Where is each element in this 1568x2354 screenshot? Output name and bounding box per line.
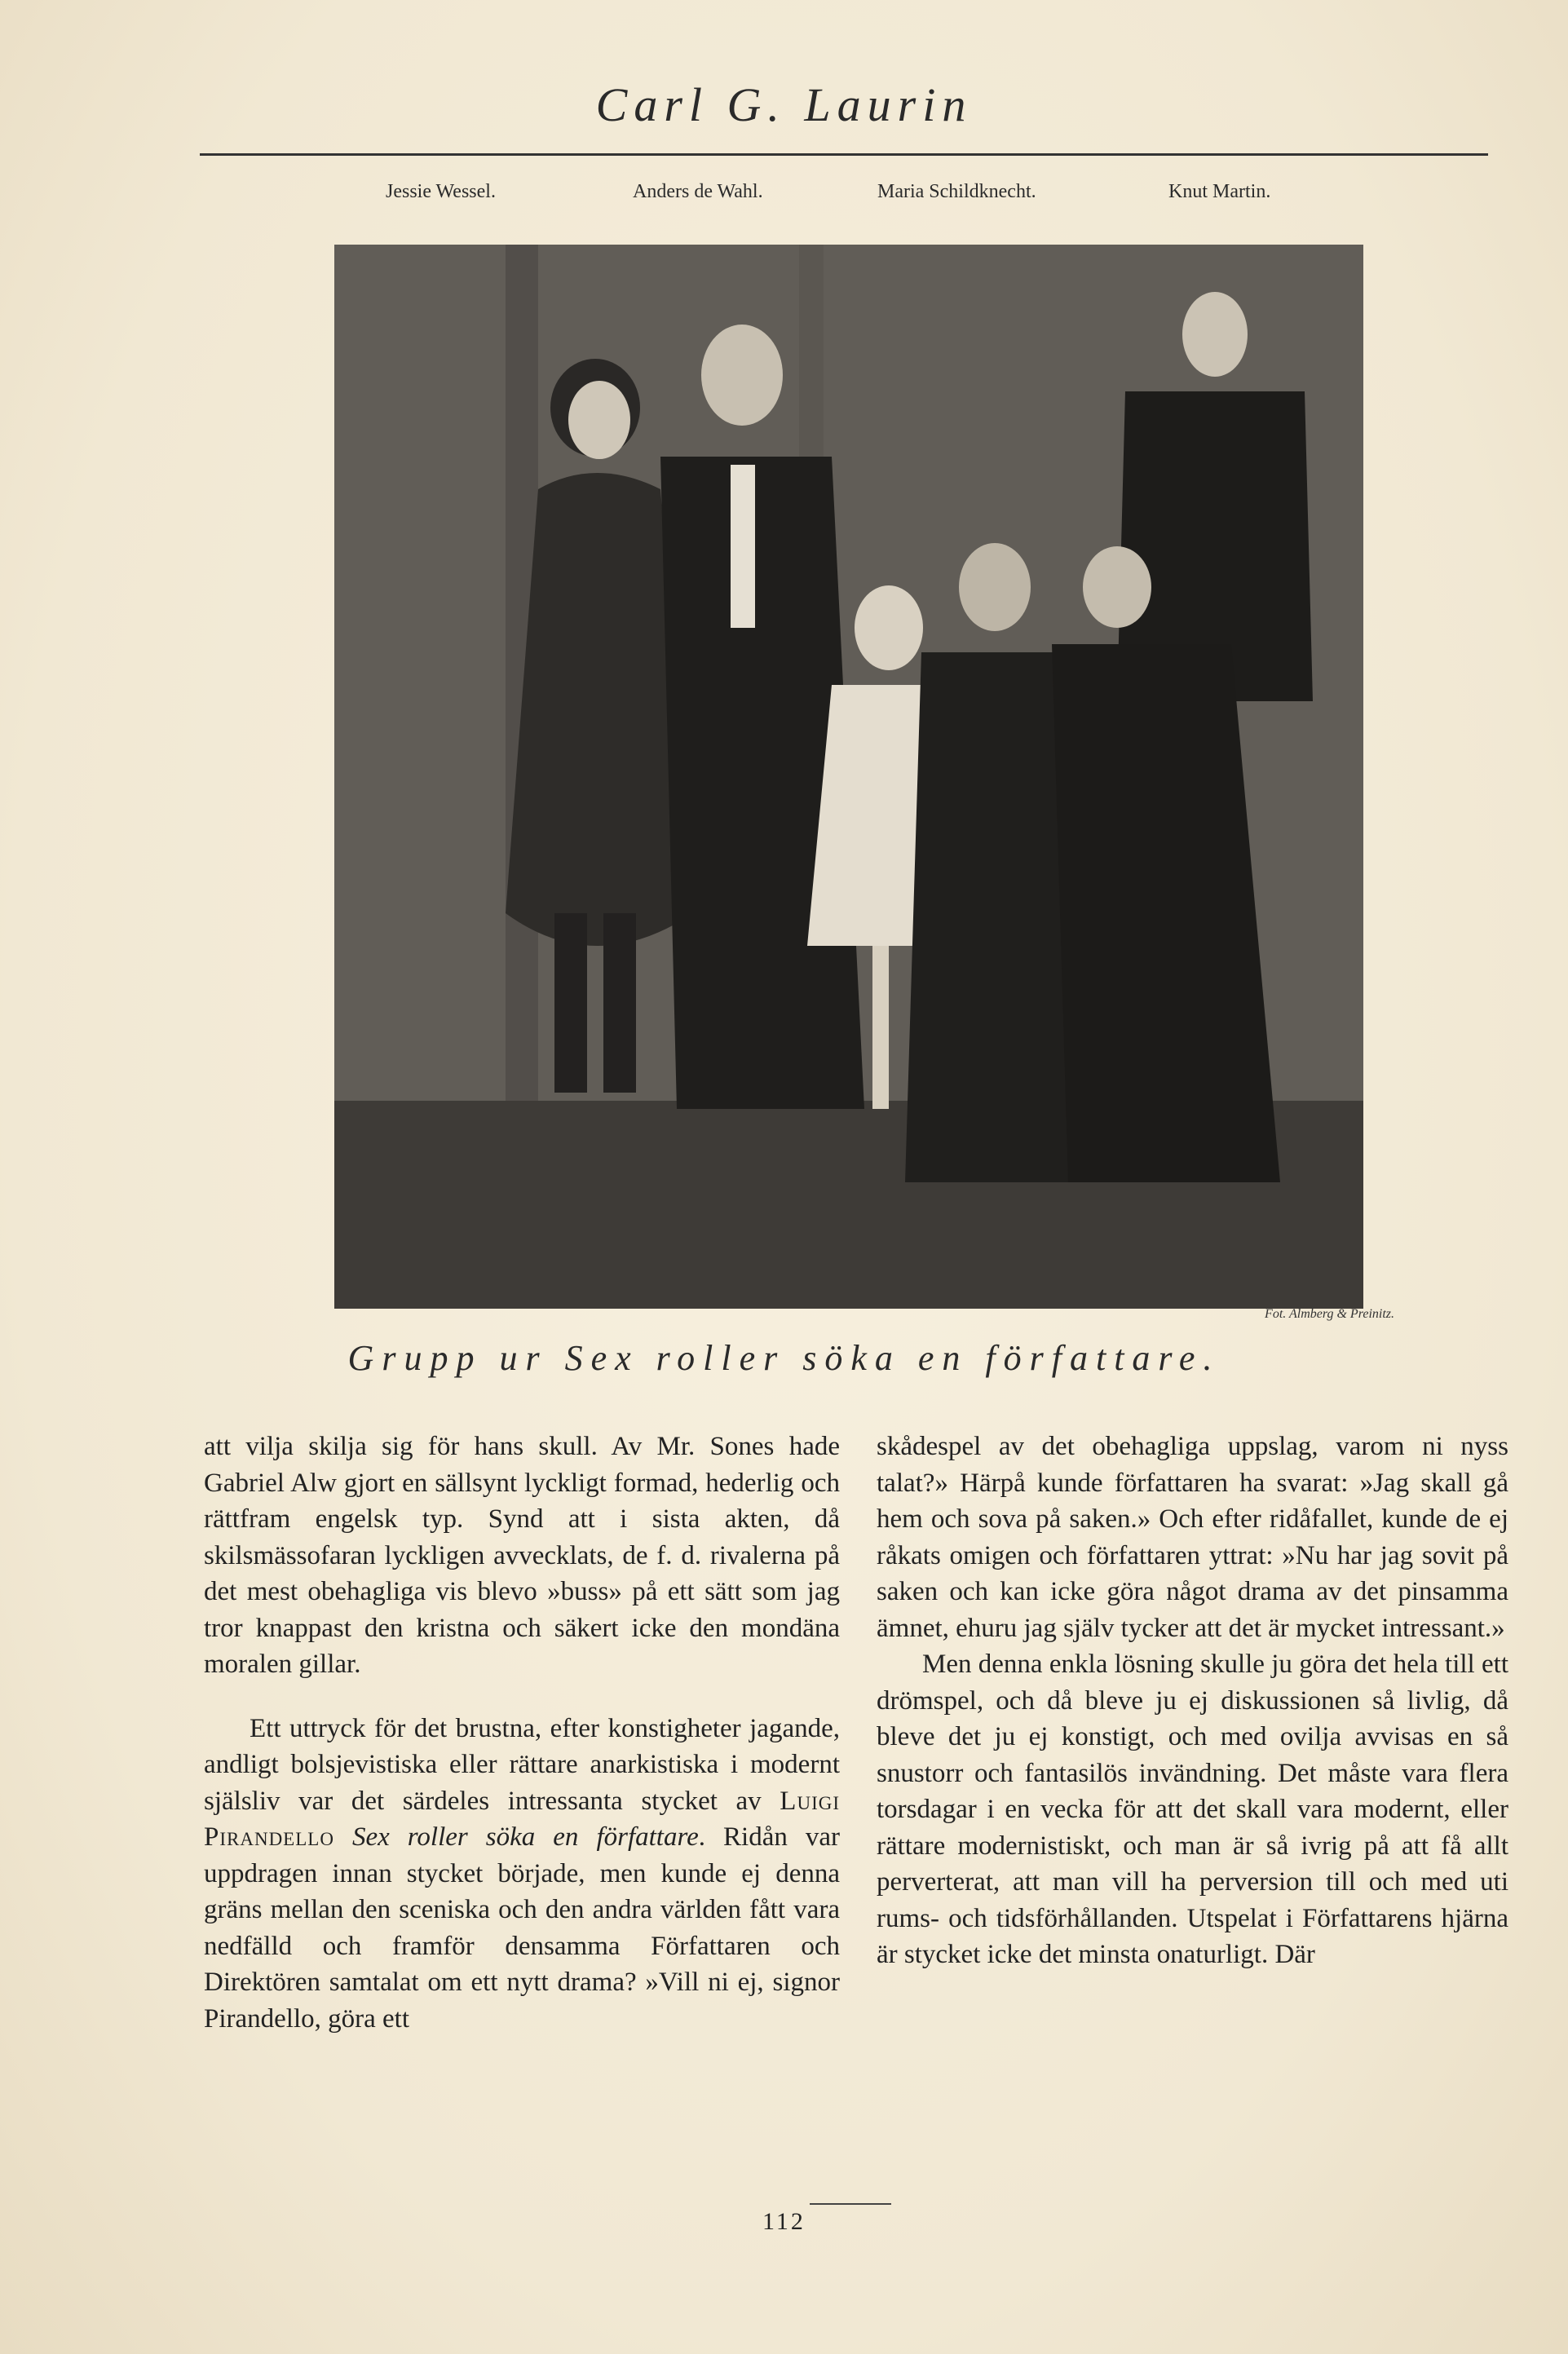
photo-figures-illustration	[334, 245, 1363, 1309]
play-title: Sex roller söka en författare	[351, 1822, 699, 1852]
photo-name-labels	[0, 181, 1568, 214]
page-number: 112	[762, 2208, 806, 2235]
name-label-3: Maria Schildknecht.	[877, 181, 1036, 202]
photo-credit: Fot. Almberg & Preinitz.	[1265, 1307, 1394, 1321]
left-paragraph-2-text-a: Ett uttryck för det brustna, efter konstigheter jagande, andligt bolsjevistiska eller rättare anarkistiska i modernt själsliv var det särdeles intressanta stycket av	[204, 1713, 840, 1816]
left-paragraph-2-text-b: . Ridån var uppdragen innan stycket började, men kunde ej denna gräns mellan den sceniska och den andra världen fått vara nedfälld och framför densamma Författaren och Direktören samtalat om ett nytt drama? »Vill ni ej, signor Pirandello, göra ett	[204, 1822, 841, 2034]
text-column-right	[877, 1429, 1508, 1973]
photo-caption: Grupp ur Sex roller söka en författare.	[347, 1338, 1221, 1378]
left-paragraph-1: att vilja skilja sig för hans skull. Av Mr. Sones hade Gabriel Alw gjort en sällsynt lyckligt formad, hederlig och rättfram engelsk typ. Synd att i sista akten, då skilsmässofaran lyckligen avvecklats, de f. d. rivalerna på det mest obehagliga vis blevo »buss» på ett sätt som jag tror knappast den kristna och säkert icke den mondäna moralen gillar.	[204, 1432, 840, 1679]
text-column-left	[204, 1429, 840, 2037]
play-author: Luigi Pirandello	[204, 1786, 840, 1852]
header-rule	[200, 153, 1488, 156]
name-label-2: Anders de Wahl.	[633, 181, 763, 202]
right-paragraph-1: skådespel av det obehagliga uppslag, varom ni nyss talat?» Härpå kunde författaren ha svarat: »Jag skall gå hem och sova på saken.» Och efter ridåfallet, kunde de ej råkats omigen och författaren yttrat: »Nu har jag sovit på saken och kan icke göra något drama av det pinsamma ämnet, ehuru jag själv tycker att det är mycket intressant.»	[877, 1432, 1508, 1643]
running-head: Carl G. Laurin	[595, 78, 973, 131]
stage-photograph	[334, 245, 1363, 1309]
name-label-4: Knut Martin.	[1168, 181, 1271, 202]
name-label-1: Jessie Wessel.	[386, 181, 496, 202]
folio-rule	[810, 2203, 891, 2205]
left-paragraph-2	[204, 1711, 840, 2038]
right-paragraph-2: Men denna enkla lösning skulle ju göra det hela till ett drömspel, och då bleve ju ej diskussionen så livlig, då bleve det ju ej konstigt, och med ovilja avvisas en så snustorr och fantasilös invändning. Det måste vara flera torsdagar i en vecka för att det skall vara modernt, eller rättare modernistiskt, och man är så ivrig på att få allt perverterat, att man vill ha perversion till och med uti rums- och tidsförhållanden. Utspelat i Författarens hjärna är stycket icke det minsta onaturligt. Där	[877, 1650, 1508, 1969]
